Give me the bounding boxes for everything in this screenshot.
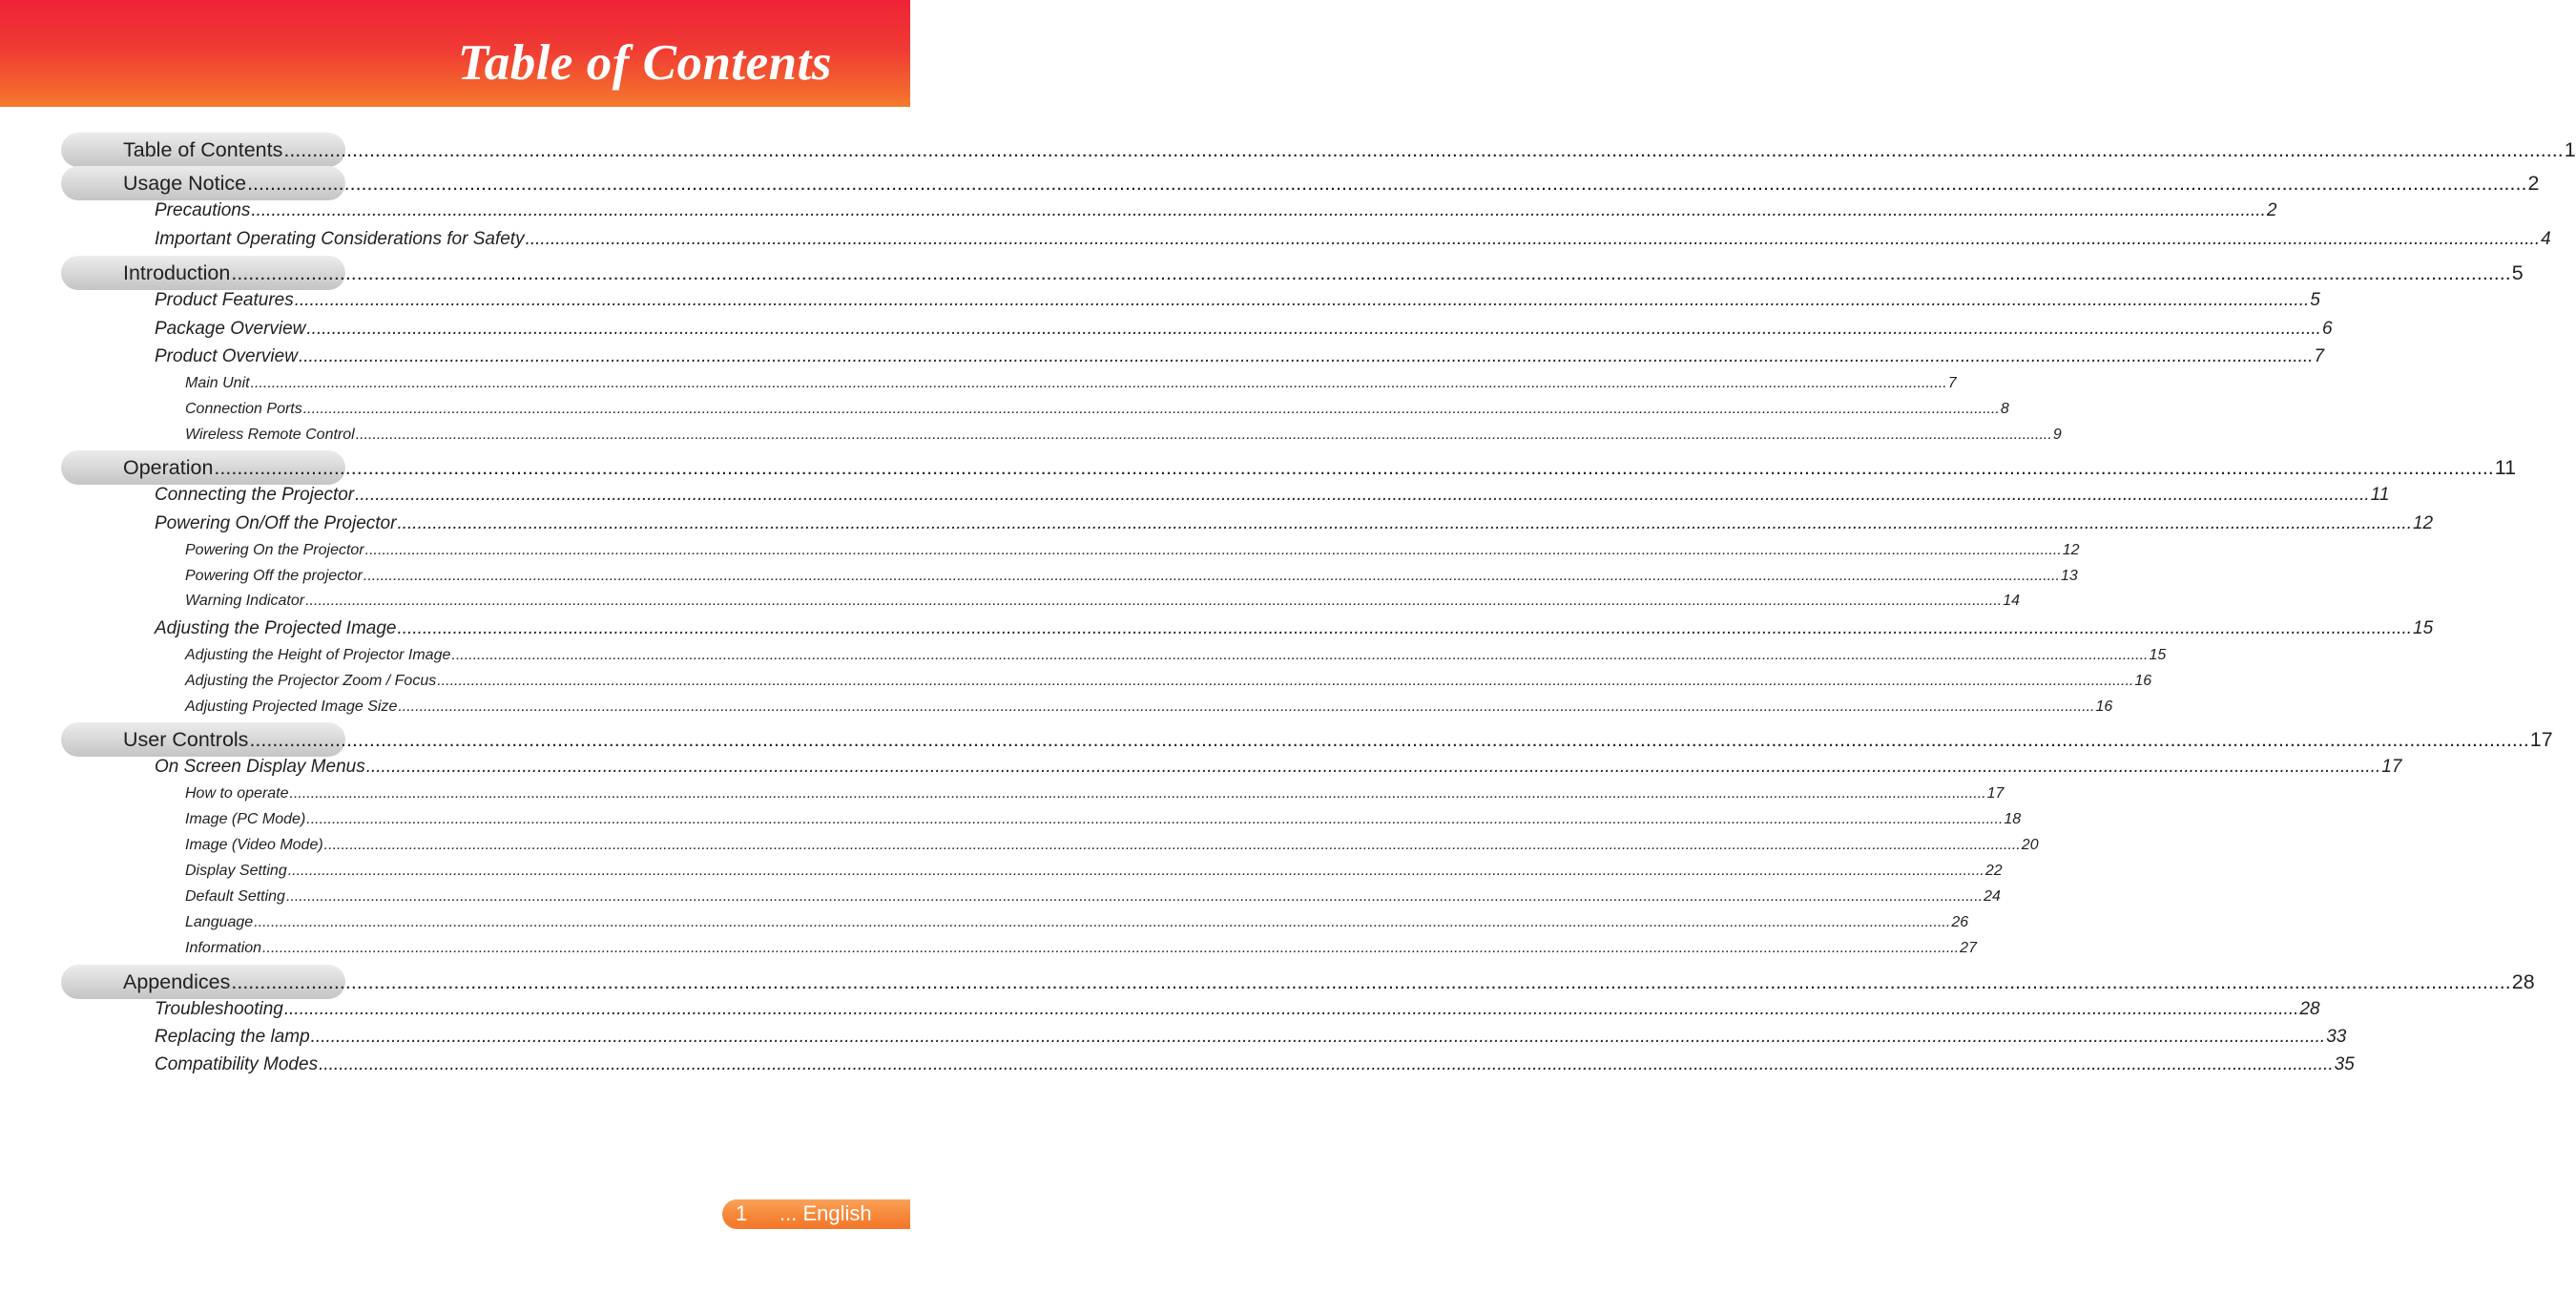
toc-leader-dots: ................................................................................................................................................................................................................................................................................................................................................................................................................: [525, 229, 2541, 249]
toc-entry[interactable]: [155, 618, 2434, 639]
toc-entry[interactable]: [123, 456, 2517, 480]
toc-entry-label: Precautions: [155, 200, 251, 220]
toc-entry-label: Package Overview: [155, 319, 306, 339]
toc-leader-dots: ................................................................................................................................................................................................................................................................................................................................................................................................................: [250, 375, 1947, 391]
toc-entry-label: Replacing the lamp: [155, 1027, 310, 1047]
toc-entry-label: Main Unit: [185, 375, 250, 391]
toc-entry-label: User Controls: [123, 728, 249, 751]
toc-entry-page: 15: [2413, 618, 2434, 638]
toc-entry-label: Table of Contents: [123, 138, 283, 161]
toc-entry[interactable]: [185, 401, 2009, 418]
toc-leader-dots: ................................................................................................................................................................................................................................................................................................................................................................................................................: [306, 811, 2004, 827]
toc-leader-dots: ................................................................................................................................................................................................................................................................................................................................................................................................................: [247, 172, 2527, 195]
toc-entry-label: Adjusting Projected Image Size: [185, 698, 398, 715]
toc-entry[interactable]: [185, 888, 2001, 906]
toc-entry-label: Connecting the Projector: [155, 485, 355, 505]
toc-leader-dots: ................................................................................................................................................................................................................................................................................................................................................................................................................: [283, 138, 2564, 161]
toc-entry[interactable]: [185, 698, 2113, 716]
toc-entry[interactable]: [185, 785, 2005, 802]
toc-entry[interactable]: [185, 673, 2152, 690]
toc-entry-page: 17: [2529, 728, 2553, 751]
toc-entry-page: 26: [1951, 914, 1969, 930]
toc-entry-label: How to operate: [185, 785, 289, 802]
toc-entry[interactable]: [123, 172, 2540, 196]
toc-entry-page: 33: [2326, 1027, 2347, 1047]
toc-leader-dots: ................................................................................................................................................................................................................................................................................................................................................................................................................: [214, 456, 2494, 479]
toc-leader-dots: ................................................................................................................................................................................................................................................................................................................................................................................................................: [302, 401, 2000, 417]
toc-entry[interactable]: [123, 728, 2553, 752]
toc-entry[interactable]: [155, 757, 2402, 778]
toc-entry[interactable]: [185, 940, 1977, 957]
toc-leader-dots: ................................................................................................................................................................................................................................................................................................................................................................................................................: [398, 698, 2095, 715]
toc-entry[interactable]: [185, 863, 2003, 880]
toc-leader-dots: ................................................................................................................................................................................................................................................................................................................................................................................................................: [363, 568, 2060, 584]
toc-entry-label: Introduction: [123, 261, 231, 284]
toc-entry-page: 27: [1960, 940, 1977, 956]
toc-leader-dots: ................................................................................................................................................................................................................................................................................................................................................................................................................: [294, 290, 2310, 310]
toc-leader-dots: ................................................................................................................................................................................................................................................................................................................................................................................................................: [254, 914, 1951, 930]
toc-leader-dots: ................................................................................................................................................................................................................................................................................................................................................................................................................: [287, 863, 1984, 879]
toc-entry-label: Troubleshooting: [155, 999, 283, 1019]
toc-entry-label: Warning Indicator: [185, 593, 305, 609]
toc-leader-dots: ................................................................................................................................................................................................................................................................................................................................................................................................................: [298, 346, 2314, 366]
toc-entry[interactable]: [185, 568, 2078, 585]
toc-entry-label: Adjusting the Projected Image: [155, 618, 397, 638]
toc-leader-dots: ................................................................................................................................................................................................................................................................................................................................................................................................................: [289, 785, 1986, 802]
toc-entry[interactable]: [155, 1054, 2355, 1075]
toc-leader-dots: ................................................................................................................................................................................................................................................................................................................................................................................................................: [249, 728, 2529, 751]
toc-entry[interactable]: [185, 375, 1957, 392]
toc-entry-page: 9: [2052, 427, 2062, 443]
toc-leader-dots: ................................................................................................................................................................................................................................................................................................................................................................................................................: [310, 1027, 2326, 1047]
toc-entry-page: 15: [2149, 647, 2167, 663]
toc-entry-page: 35: [2334, 1054, 2355, 1074]
toc-entry-page: 2: [2266, 200, 2277, 220]
toc-entry-page: 20: [2021, 837, 2039, 853]
toc-entry-label: Important Operating Considerations for Safety: [155, 229, 525, 249]
toc-leader-dots: ................................................................................................................................................................................................................................................................................................................................................................................................................: [231, 261, 2511, 284]
toc-entry-page: 7: [1947, 375, 1957, 391]
toc-leader-dots: ................................................................................................................................................................................................................................................................................................................................................................................................................: [323, 837, 2021, 853]
toc-entry-label: Appendices: [123, 970, 231, 993]
toc-entry[interactable]: [155, 1027, 2347, 1048]
toc-entry-page: 7: [2314, 346, 2325, 366]
toc-entry-page: 1: [2564, 138, 2576, 161]
toc-entry-label: Display Setting: [185, 863, 287, 879]
toc-entry-page: 24: [1984, 888, 2001, 905]
toc-entry[interactable]: [185, 837, 2039, 854]
toc-entry-page: 16: [2095, 698, 2113, 715]
toc-entry-label: On Screen Display Menus: [155, 757, 365, 777]
toc-leader-dots: ................................................................................................................................................................................................................................................................................................................................................................................................................: [355, 427, 2052, 443]
toc-leader-dots: ................................................................................................................................................................................................................................................................................................................................................................................................................: [231, 970, 2511, 993]
toc-entry-page: 17: [2381, 757, 2402, 777]
toc-entry[interactable]: [155, 319, 2333, 340]
toc-entry-page: 8: [2000, 401, 2009, 417]
toc-leader-dots: ................................................................................................................................................................................................................................................................................................................................................................................................................: [251, 200, 2266, 220]
toc-entry-label: Powering On the Projector: [185, 542, 364, 558]
toc-entry-label: Powering On/Off the Projector: [155, 513, 397, 533]
toc-entry-page: 28: [2299, 999, 2320, 1019]
toc-entry[interactable]: [185, 647, 2167, 664]
footer-page-number: 1: [736, 1201, 748, 1225]
toc-entry-page: 6: [2321, 319, 2333, 339]
toc-leader-dots: ................................................................................................................................................................................................................................................................................................................................................................................................................: [355, 485, 2370, 505]
toc-entry-label: Wireless Remote Control: [185, 427, 355, 443]
toc-entry-page: 16: [2134, 673, 2152, 689]
toc-leader-dots: ................................................................................................................................................................................................................................................................................................................................................................................................................: [305, 593, 2003, 609]
toc-leader-dots: ................................................................................................................................................................................................................................................................................................................................................................................................................: [319, 1054, 2334, 1074]
toc-entry-label: Connection Ports: [185, 401, 302, 417]
toc-entry[interactable]: [185, 914, 1969, 931]
toc-entry[interactable]: [155, 346, 2325, 367]
toc-entry-label: Adjusting the Height of Projector Image: [185, 647, 451, 663]
toc-entry[interactable]: [155, 999, 2320, 1020]
toc-entry-page: 14: [2003, 593, 2021, 609]
toc-entry-label: Language: [185, 914, 254, 930]
toc-entry-page: 2: [2527, 172, 2540, 195]
toc-leader-dots: ................................................................................................................................................................................................................................................................................................................................................................................................................: [262, 940, 1960, 956]
toc-entry-page: 4: [2541, 229, 2551, 249]
toc-entry[interactable]: [155, 229, 2551, 250]
toc-entry-page: 11: [2494, 456, 2517, 479]
toc-entry-label: Information: [185, 940, 262, 956]
toc-entry[interactable]: [185, 542, 2080, 559]
toc-entry-page: 12: [2412, 513, 2434, 533]
toc-entry[interactable]: [185, 811, 2022, 828]
footer-language: ... English: [779, 1201, 872, 1225]
toc-entry-label: Adjusting the Projector Zoom / Focus: [185, 673, 437, 689]
toc-entry-page: 22: [1984, 863, 2003, 879]
toc-entry-label: Product Features: [155, 290, 294, 310]
toc-entry-label: Usage Notice: [123, 172, 247, 195]
toc-entry-label: Product Overview: [155, 346, 298, 366]
toc-entry-page: 12: [2062, 542, 2080, 558]
page-title: Table of Contents: [457, 35, 832, 91]
toc-entry-label: Compatibility Modes: [155, 1054, 319, 1074]
toc-entry-page: 11: [2370, 485, 2390, 505]
toc-entry-label: Image (PC Mode): [185, 811, 306, 827]
toc-entry-page: 13: [2061, 568, 2078, 584]
toc-leader-dots: ................................................................................................................................................................................................................................................................................................................................................................................................................: [283, 999, 2299, 1019]
toc-entry[interactable]: [123, 970, 2535, 994]
toc-entry-page: 5: [2511, 261, 2524, 284]
toc-entry[interactable]: [155, 485, 2390, 506]
toc-entry-page: 28: [2511, 970, 2535, 993]
toc-entry[interactable]: [155, 513, 2434, 534]
toc-entry[interactable]: [123, 138, 2576, 162]
toc-leader-dots: ................................................................................................................................................................................................................................................................................................................................................................................................................: [397, 513, 2412, 533]
toc-leader-dots: ................................................................................................................................................................................................................................................................................................................................................................................................................: [365, 757, 2381, 777]
toc-entry[interactable]: [155, 290, 2320, 311]
toc-leader-dots: ................................................................................................................................................................................................................................................................................................................................................................................................................: [285, 888, 1984, 905]
toc-entry[interactable]: [123, 261, 2524, 285]
toc-entry-page: 18: [2004, 811, 2022, 827]
toc-entry-label: Operation: [123, 456, 214, 479]
toc-entry-label: Image (Video Mode): [185, 837, 323, 853]
toc-leader-dots: ................................................................................................................................................................................................................................................................................................................................................................................................................: [364, 542, 2062, 558]
toc-entry-page: 17: [1986, 785, 2005, 802]
toc-leader-dots: ................................................................................................................................................................................................................................................................................................................................................................................................................: [306, 319, 2321, 339]
toc-entry[interactable]: [185, 427, 2062, 444]
toc-entry-label: Default Setting: [185, 888, 285, 905]
toc-entry-page: 5: [2310, 290, 2320, 310]
toc-entry[interactable]: [185, 593, 2021, 610]
toc-entry[interactable]: [155, 200, 2277, 221]
toc-leader-dots: ................................................................................................................................................................................................................................................................................................................................................................................................................: [397, 618, 2413, 638]
toc-leader-dots: ................................................................................................................................................................................................................................................................................................................................................................................................................: [451, 647, 2149, 663]
toc-leader-dots: ................................................................................................................................................................................................................................................................................................................................................................................................................: [437, 673, 2134, 689]
toc-entry-label: Powering Off the projector: [185, 568, 363, 584]
